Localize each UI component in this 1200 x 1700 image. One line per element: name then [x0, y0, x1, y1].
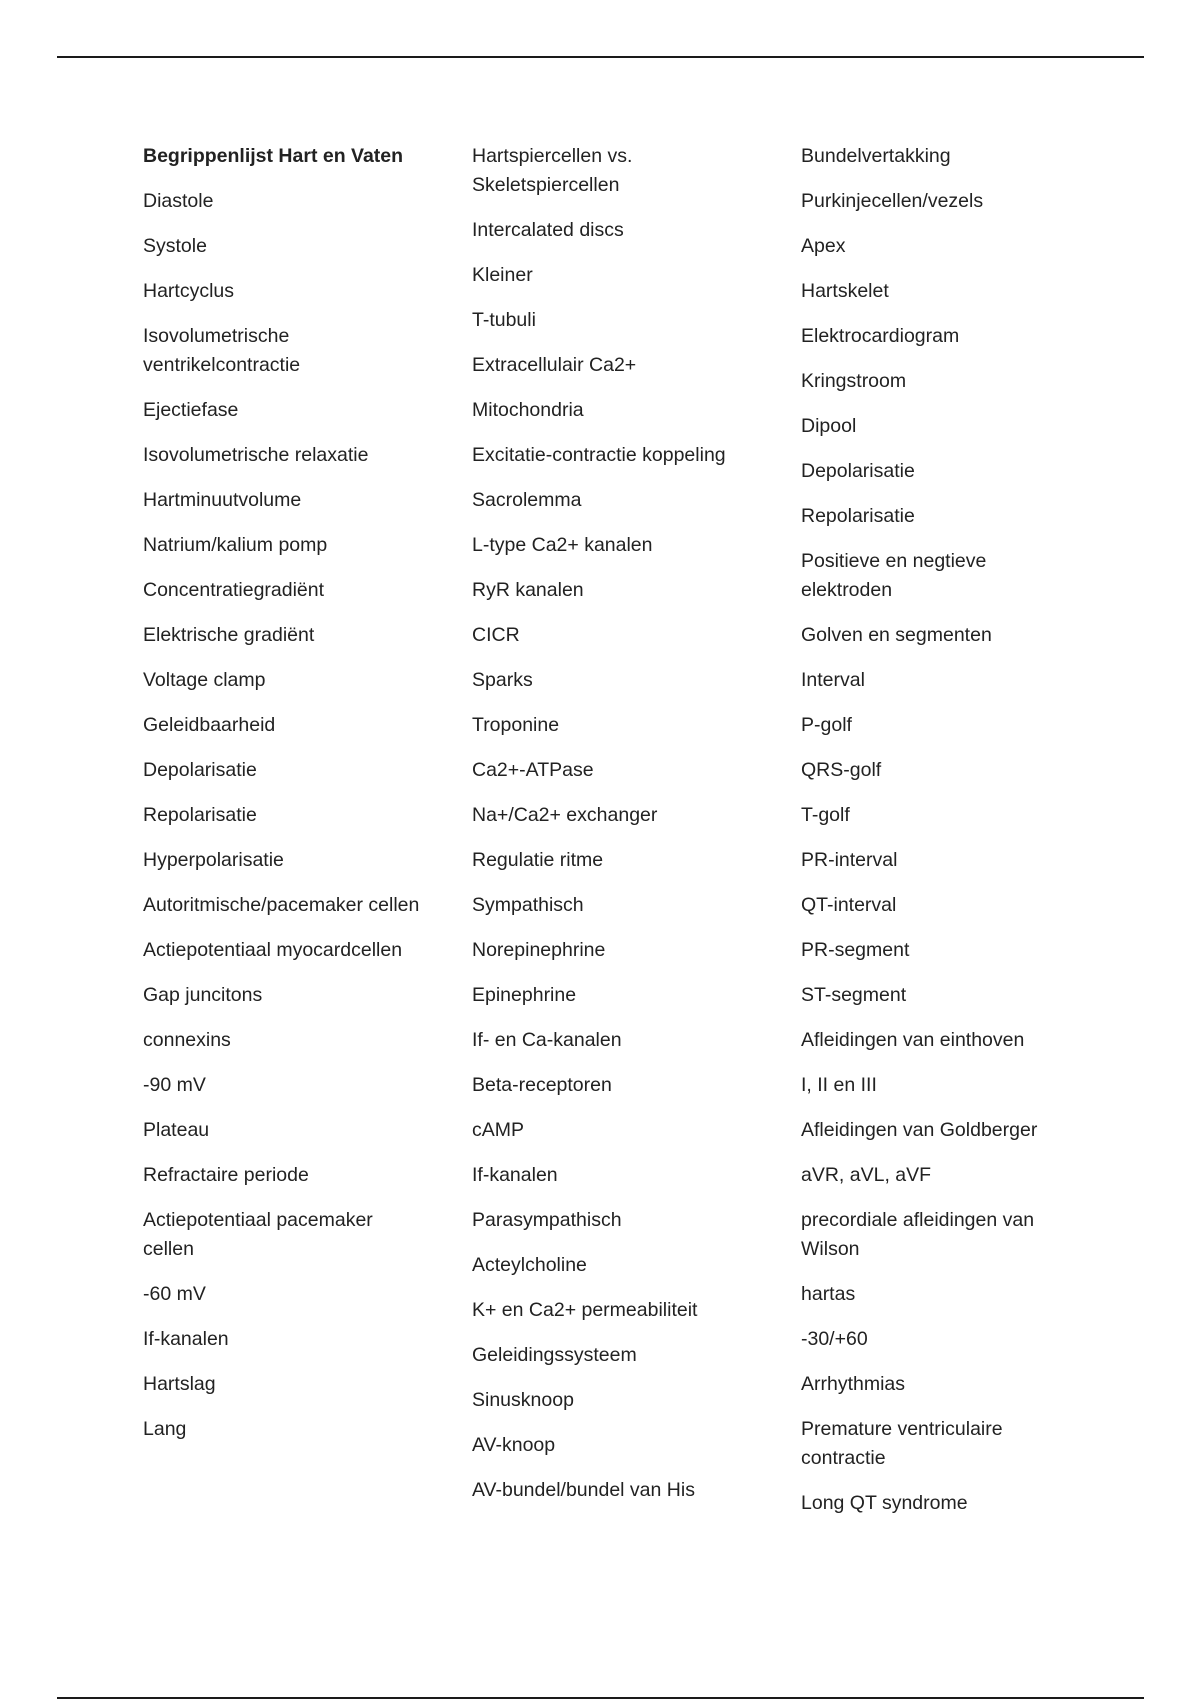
term-item: If- en Ca-kanalen — [472, 1029, 622, 1051]
term-item: Isovolumetrische ventrikelcontractie — [143, 325, 301, 376]
term-item: Troponine — [472, 714, 560, 736]
term-item: Acteylcholine — [472, 1254, 587, 1276]
term-item: Arrhythmias — [801, 1373, 906, 1395]
term-item: RyR kanalen — [472, 579, 584, 601]
term-item: connexins — [143, 1029, 231, 1051]
term-item: Actiepotentiaal myocardcellen — [143, 939, 403, 961]
term-item: Norepinephrine — [472, 939, 606, 961]
term-item: Hartminuutvolume — [143, 489, 302, 511]
term-item: Sinusknoop — [472, 1389, 574, 1411]
term-item: Refractaire periode — [143, 1164, 309, 1186]
term-item: AV-bundel/bundel van His — [472, 1479, 695, 1501]
term-item: Interval — [801, 669, 865, 691]
term-item: Apex — [801, 235, 846, 257]
term-item: Kringstroom — [801, 370, 907, 392]
term-item: Sympathisch — [472, 894, 584, 916]
term-item: Geleidingssysteem — [472, 1344, 637, 1366]
footer-rule — [57, 1697, 1144, 1699]
term-item: Afleidingen van einthoven — [801, 1029, 1025, 1051]
term-item: Natrium/kalium pomp — [143, 534, 328, 556]
term-item: Premature ventriculaire contractie — [801, 1418, 1003, 1469]
term-item: Ca2+-ATPase — [472, 759, 594, 781]
term-item: Kleiner — [472, 264, 533, 286]
term-item: Regulatie ritme — [472, 849, 604, 871]
term-item: ST-segment — [801, 984, 907, 1006]
term-item: T-tubuli — [472, 309, 536, 331]
term-item: PR-segment — [801, 939, 910, 961]
term-item: Golven en segmenten — [801, 624, 992, 646]
term-item: Depolarisatie — [143, 759, 257, 781]
term-item: -60 mV — [143, 1283, 206, 1305]
term-item: Ejectiefase — [143, 399, 239, 421]
term-item: -30/+60 — [801, 1328, 868, 1350]
term-item: Mitochondria — [472, 399, 584, 421]
term-item: QRS-golf — [801, 759, 882, 781]
term-item: Gap juncitons — [143, 984, 263, 1006]
term-item: Dipool — [801, 415, 857, 437]
term-item: precordiale afleidingen van Wilson — [801, 1209, 1035, 1260]
term-item: Beta-receptoren — [472, 1074, 612, 1096]
term-item: Sparks — [472, 669, 533, 691]
term-item: L-type Ca2+ kanalen — [472, 534, 653, 556]
term-item: Hartcyclus — [143, 280, 235, 302]
term-item: Long QT syndrome — [801, 1492, 968, 1514]
term-item: Plateau — [143, 1119, 210, 1141]
term-item: AV-knoop — [472, 1434, 556, 1456]
term-item: K+ en Ca2+ permeabiliteit — [472, 1299, 698, 1321]
term-item: Excitatie-contractie koppeling — [472, 444, 726, 466]
term-item: Depolarisatie — [801, 460, 915, 482]
term-item: Epinephrine — [472, 984, 577, 1006]
term-item: Isovolumetrische relaxatie — [143, 444, 369, 466]
term-column-2 — [472, 142, 801, 1534]
term-item: Concentratiegradiënt — [143, 579, 325, 601]
term-item: Hartspiercellen vs. Skeletspiercellen — [472, 145, 633, 196]
term-item: Hartslag — [143, 1373, 216, 1395]
term-item: P-golf — [801, 714, 852, 736]
document-title: Begrippenlijst Hart en Vaten — [143, 145, 404, 167]
term-columns — [143, 142, 1130, 1534]
term-item: I, II en III — [801, 1074, 877, 1096]
term-item: Intercalated discs — [472, 219, 624, 241]
term-item: If-kanalen — [143, 1328, 229, 1350]
term-item: Actiepotentiaal pacemaker cellen — [143, 1209, 373, 1260]
term-item: Hyperpolarisatie — [143, 849, 284, 871]
term-item: Lang — [143, 1418, 187, 1440]
term-item: T-golf — [801, 804, 850, 826]
term-item: aVR, aVL, aVF — [801, 1164, 932, 1186]
term-item: Diastole — [143, 190, 214, 212]
term-item: Parasympathisch — [472, 1209, 622, 1231]
term-item: Elektrische gradiënt — [143, 624, 315, 646]
term-item: Extracellulair Ca2+ — [472, 354, 637, 376]
term-item: CICR — [472, 624, 520, 646]
header-rule — [57, 56, 1144, 58]
term-item: Positieve en negtieve elektroden — [801, 550, 987, 601]
term-item: Repolarisatie — [143, 804, 257, 826]
term-column-3 — [801, 142, 1130, 1534]
term-column-1 — [143, 142, 472, 1534]
term-item: Purkinjecellen/vezels — [801, 190, 984, 212]
term-item: Afleidingen van Goldberger — [801, 1119, 1038, 1141]
term-item: Hartskelet — [801, 280, 889, 302]
term-item: Voltage clamp — [143, 669, 266, 691]
term-item: -90 mV — [143, 1074, 206, 1096]
term-item: hartas — [801, 1283, 856, 1305]
term-item: Systole — [143, 235, 207, 257]
term-item: Geleidbaarheid — [143, 714, 276, 736]
term-item: Autoritmische/pacemaker cellen — [143, 894, 420, 916]
term-item: PR-interval — [801, 849, 898, 871]
term-item: Bundelvertakking — [801, 145, 951, 167]
term-item: Sacrolemma — [472, 489, 582, 511]
term-item: If-kanalen — [472, 1164, 558, 1186]
term-item: Elektrocardiogram — [801, 325, 960, 347]
term-item: cAMP — [472, 1119, 525, 1141]
term-item: Repolarisatie — [801, 505, 915, 527]
term-item: Na+/Ca2+ exchanger — [472, 804, 658, 826]
term-item: QT-interval — [801, 894, 897, 916]
